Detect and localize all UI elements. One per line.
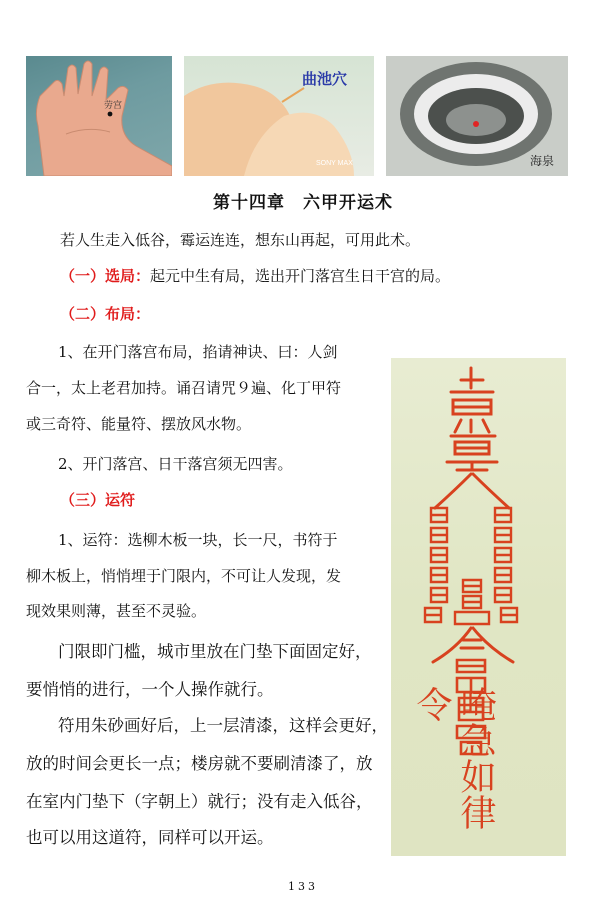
section-3-heading: （三）运符 <box>60 491 136 509</box>
palm-illustration <box>26 56 172 176</box>
note-2-line3: 在室内门垫下（字朝上）就行；没有走入低谷， <box>26 793 373 811</box>
section-3-item1-line1: 1、运符：选柳木板一块，长一尺，书符于 <box>58 531 338 549</box>
chapter-title: 第十四章 六甲开运术 <box>213 193 393 213</box>
photo-watermark: SONY MAX <box>316 160 353 167</box>
mouth-point-label: 海泉 <box>530 154 555 168</box>
note-1-line1: 门限即门槛，城市里放在门垫下面固定好， <box>58 643 372 661</box>
note-1-line2: 要悄悄的进行，一个人操作就行。 <box>26 681 274 699</box>
section-3-item1-line2: 柳木板上，悄悄埋于门限内，不可让人发现，发 <box>26 567 342 585</box>
note-2-line2: 放的时间会更长一点；楼房就不要刷清漆了，放 <box>26 755 373 773</box>
intro-text: 若人生走入低谷，霉运连连，想东山再起，可用此术。 <box>60 231 421 249</box>
section-2-item1-line3: 或三奇符、能量符、摆放风水物。 <box>26 415 252 433</box>
section-1 <box>60 266 450 286</box>
section-1-heading: （一）选局： <box>60 267 151 285</box>
section-1-text: 起元中生有局，选出开门落宫生日干宫的局。 <box>150 267 451 285</box>
palm-point-label: 劳宫 <box>104 101 123 111</box>
note-2-line4: 也可以用这道符，同样可以开运。 <box>26 829 274 847</box>
section-2-item2: 2、开门落宫、日干落宫须无四害。 <box>58 455 293 473</box>
talisman-incantation: 唵急如律令 <box>411 686 496 830</box>
mouth-acupoint-photo <box>386 56 568 176</box>
elbow-point-label: 曲池穴 <box>302 71 348 88</box>
page-number: 133 <box>288 880 318 893</box>
talisman-image <box>391 358 566 856</box>
palm-acupoint-photo <box>26 56 172 176</box>
elbow-acupoint-photo <box>184 56 374 176</box>
section-2-item1-line2: 合一，太上老君加持。诵召请咒９遍、化丁甲符 <box>26 379 342 397</box>
section-3-item1-line3: 现效果则薄，甚至不灵验。 <box>26 602 207 620</box>
section-2-item1-line1: 1、在开门落宫布局，掐请神诀、曰：人剑 <box>58 343 338 361</box>
section-2-heading: （二）布局： <box>60 305 151 323</box>
note-2-line1: 符用朱砂画好后，上一层清漆，这样会更好， <box>58 717 388 735</box>
